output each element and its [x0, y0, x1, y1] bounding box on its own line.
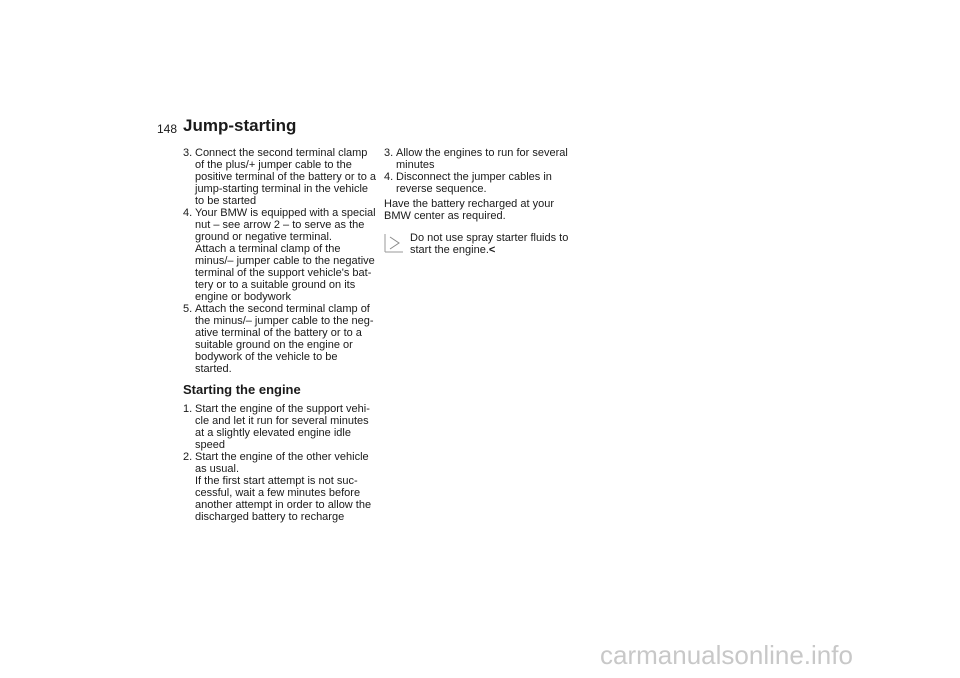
steps-list-continued	[183, 147, 379, 375]
step-text-line: Your BMW is equipped with a special	[195, 207, 376, 219]
step-text-line: speed	[195, 439, 225, 451]
list-item	[183, 147, 379, 207]
step-number: 2.	[183, 451, 193, 463]
step-text-line: the minus/– jumper cable to the neg-	[195, 315, 374, 327]
list-item	[183, 403, 379, 451]
step-number: 5.	[183, 303, 193, 315]
step-text-line: Attach the second terminal clamp of	[195, 303, 370, 315]
note-text-line	[410, 244, 584, 256]
step-text-line: If the first start attempt is not suc-	[195, 475, 358, 487]
step-text-line: ative terminal of the battery or to a	[195, 327, 362, 339]
paragraph-line: BMW center as required.	[384, 210, 506, 222]
paragraph-line: Have the battery recharged at your	[384, 198, 554, 210]
step-text-line: tery or to a suitable ground on its	[195, 279, 356, 291]
step-text-line: Disconnect the jumper cables in	[396, 171, 552, 183]
steps-list-starting	[183, 403, 379, 523]
steps-list-finish	[384, 147, 584, 195]
step-number: 4.	[384, 171, 394, 183]
note-text-line: Do not use spray starter fluids to	[410, 232, 569, 244]
step-text-line: Connect the second terminal clamp	[195, 147, 368, 159]
step-text-line: Attach a terminal clamp of the	[195, 243, 341, 255]
step-number: 4.	[183, 207, 193, 219]
note-text-end: start the engine.	[410, 244, 489, 256]
list-item	[183, 451, 379, 523]
note-arrow-icon	[384, 233, 404, 253]
section-heading: Starting the engine	[183, 382, 301, 397]
step-text-line: engine or bodywork	[195, 291, 292, 303]
step-text-line: started.	[195, 363, 232, 375]
end-mark: <	[488, 244, 496, 256]
step-text-line: to be started	[195, 195, 257, 207]
step-number: 3.	[183, 147, 193, 159]
step-text-line: terminal of the support vehicle's bat-	[195, 267, 372, 279]
step-text-line: minus/– jumper cable to the negative	[195, 255, 375, 267]
left-column	[183, 147, 379, 523]
step-text-line: minutes	[396, 159, 435, 171]
list-item	[183, 207, 379, 303]
page-title: Jump-starting	[183, 116, 297, 135]
step-text-line: Start the engine of the support vehi-	[195, 403, 370, 415]
list-item	[183, 303, 379, 375]
step-text-line: bodywork of the vehicle to be	[195, 351, 338, 363]
step-text-line: cle and let it run for several minutes	[195, 415, 369, 427]
step-text-line: suitable ground on the engine or	[195, 339, 353, 351]
watermark: carmanualsonline.info	[600, 640, 853, 670]
step-text-line: of the plus/+ jumper cable to the	[195, 159, 352, 171]
step-text-line: Start the engine of the other vehicle	[195, 451, 369, 463]
right-column	[384, 147, 584, 256]
step-text-line: positive terminal of the battery or to a	[195, 171, 376, 183]
step-text-line: nut – see arrow 2 – to serve as the	[195, 219, 365, 231]
step-text-line: another attempt in order to allow the	[195, 499, 372, 511]
step-text-line: as usual.	[195, 463, 240, 475]
step-text-line: Allow the engines to run for several	[396, 147, 568, 159]
list-item	[384, 171, 584, 195]
note-callout	[384, 232, 584, 256]
step-text-line: at a slightly elevated engine idle	[195, 427, 351, 439]
step-number: 3.	[384, 147, 394, 159]
step-number: 1.	[183, 403, 193, 415]
step-text-line: discharged battery to recharge	[195, 511, 345, 523]
step-text-line: ground or negative terminal.	[195, 231, 332, 243]
step-text-line: cessful, wait a few minutes before	[195, 487, 361, 499]
list-item	[384, 147, 584, 171]
recharge-paragraph	[384, 198, 584, 222]
step-text-line: reverse sequence.	[396, 183, 487, 195]
step-text-line: jump-starting terminal in the vehicle	[195, 183, 369, 195]
page-number: 148	[157, 122, 178, 136]
